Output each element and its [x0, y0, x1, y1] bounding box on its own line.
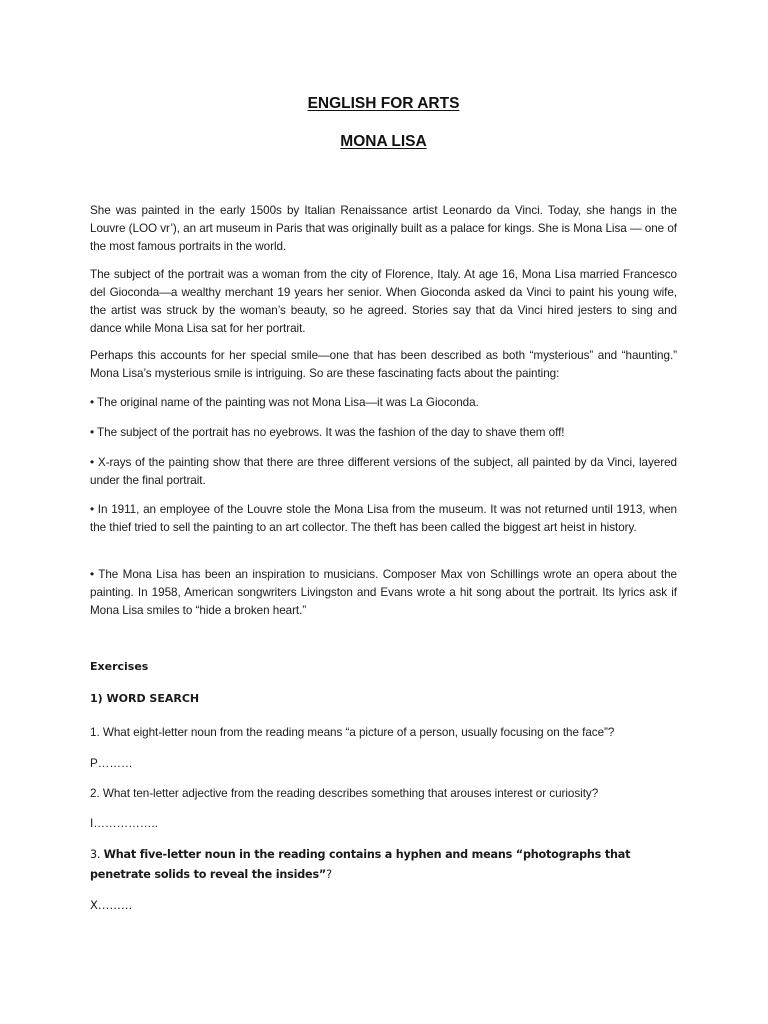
bullet-theft: • In 1911, an employee of the Louvre stole the Mona Lisa from the museum. It was not returned until 1913, when the thief tried to sell the painting to an art collector. The theft has been called the biggest art heist in history. — [90, 503, 677, 534]
document-subtitle: MONA LISA — [340, 133, 427, 150]
answer-2: I…………….. — [90, 817, 158, 830]
bullet-musicians: • The Mona Lisa has been an inspiration to musicians. Composer Max von Schillings wrote an opera about the painting. In 1958, American songwriters Livingston and Evans wrote a hit song about the portrait. Its lyrics ask if Mona Lisa smiles to “hide a broken heart.” — [90, 568, 677, 617]
document-title: ENGLISH FOR ARTS — [307, 95, 460, 112]
paragraph-smile: Perhaps this accounts for her special smile—one that has been described as both “mysterious” and “haunting.” Mona Lisa’s mysterious smile is intriguing. So are these fascinating facts about the painting: — [90, 349, 677, 380]
question-3 — [90, 845, 690, 885]
paragraph-subject: The subject of the portrait was a woman from the city of Florence, Italy. At age 16, Mona Lisa married Francesco del Gioconda—a wealthy merchant 19 years her senior. When Gioconda asked da Vinci to paint his young wife, the artist was struck by the woman’s beauty, so he agreed. Stories say that da Vinci hired jesters to sing and dance while Mona Lisa sat for her portrait. — [90, 268, 677, 335]
bullet-xrays: • X-rays of the painting show that there are three different versions of the subject, all painted by da Vinci, layered under the final portrait. — [90, 456, 677, 487]
answer-3: X……… — [90, 898, 133, 912]
document-page — [90, 0, 677, 1024]
word-search-heading: 1) WORD SEARCH — [90, 692, 200, 705]
paragraph-intro: She was painted in the early 1500s by Italian Renaissance artist Leonardo da Vinci. Today, she hangs in the Louvre (LOO vr’), an art museum in Paris that was originally built as a palace for kings. She is Mona Lisa — one of the most famous portraits in the world. — [90, 204, 677, 253]
question-3-number: 3. — [90, 848, 104, 861]
answer-1: P……… — [90, 757, 133, 770]
question-2: 2. What ten-letter adjective from the reading describes something that arouses interest or curiosity? — [90, 787, 599, 800]
bullet-eyebrows: • The subject of the portrait has no eyebrows. It was the fashion of the day to shave them off! — [90, 426, 565, 439]
question-3-suffix: ? — [326, 868, 332, 881]
bullet-original-name: • The original name of the painting was not Mona Lisa—it was La Gioconda. — [90, 396, 479, 409]
exercises-heading: Exercises — [90, 660, 149, 673]
question-1: 1. What eight-letter noun from the reading means “a picture of a person, usually focusing on the face”? — [90, 726, 615, 739]
question-3-text: What five-letter noun in the reading contains a hyphen and means “photographs that penetrate solids to reveal the insides” — [90, 848, 631, 881]
